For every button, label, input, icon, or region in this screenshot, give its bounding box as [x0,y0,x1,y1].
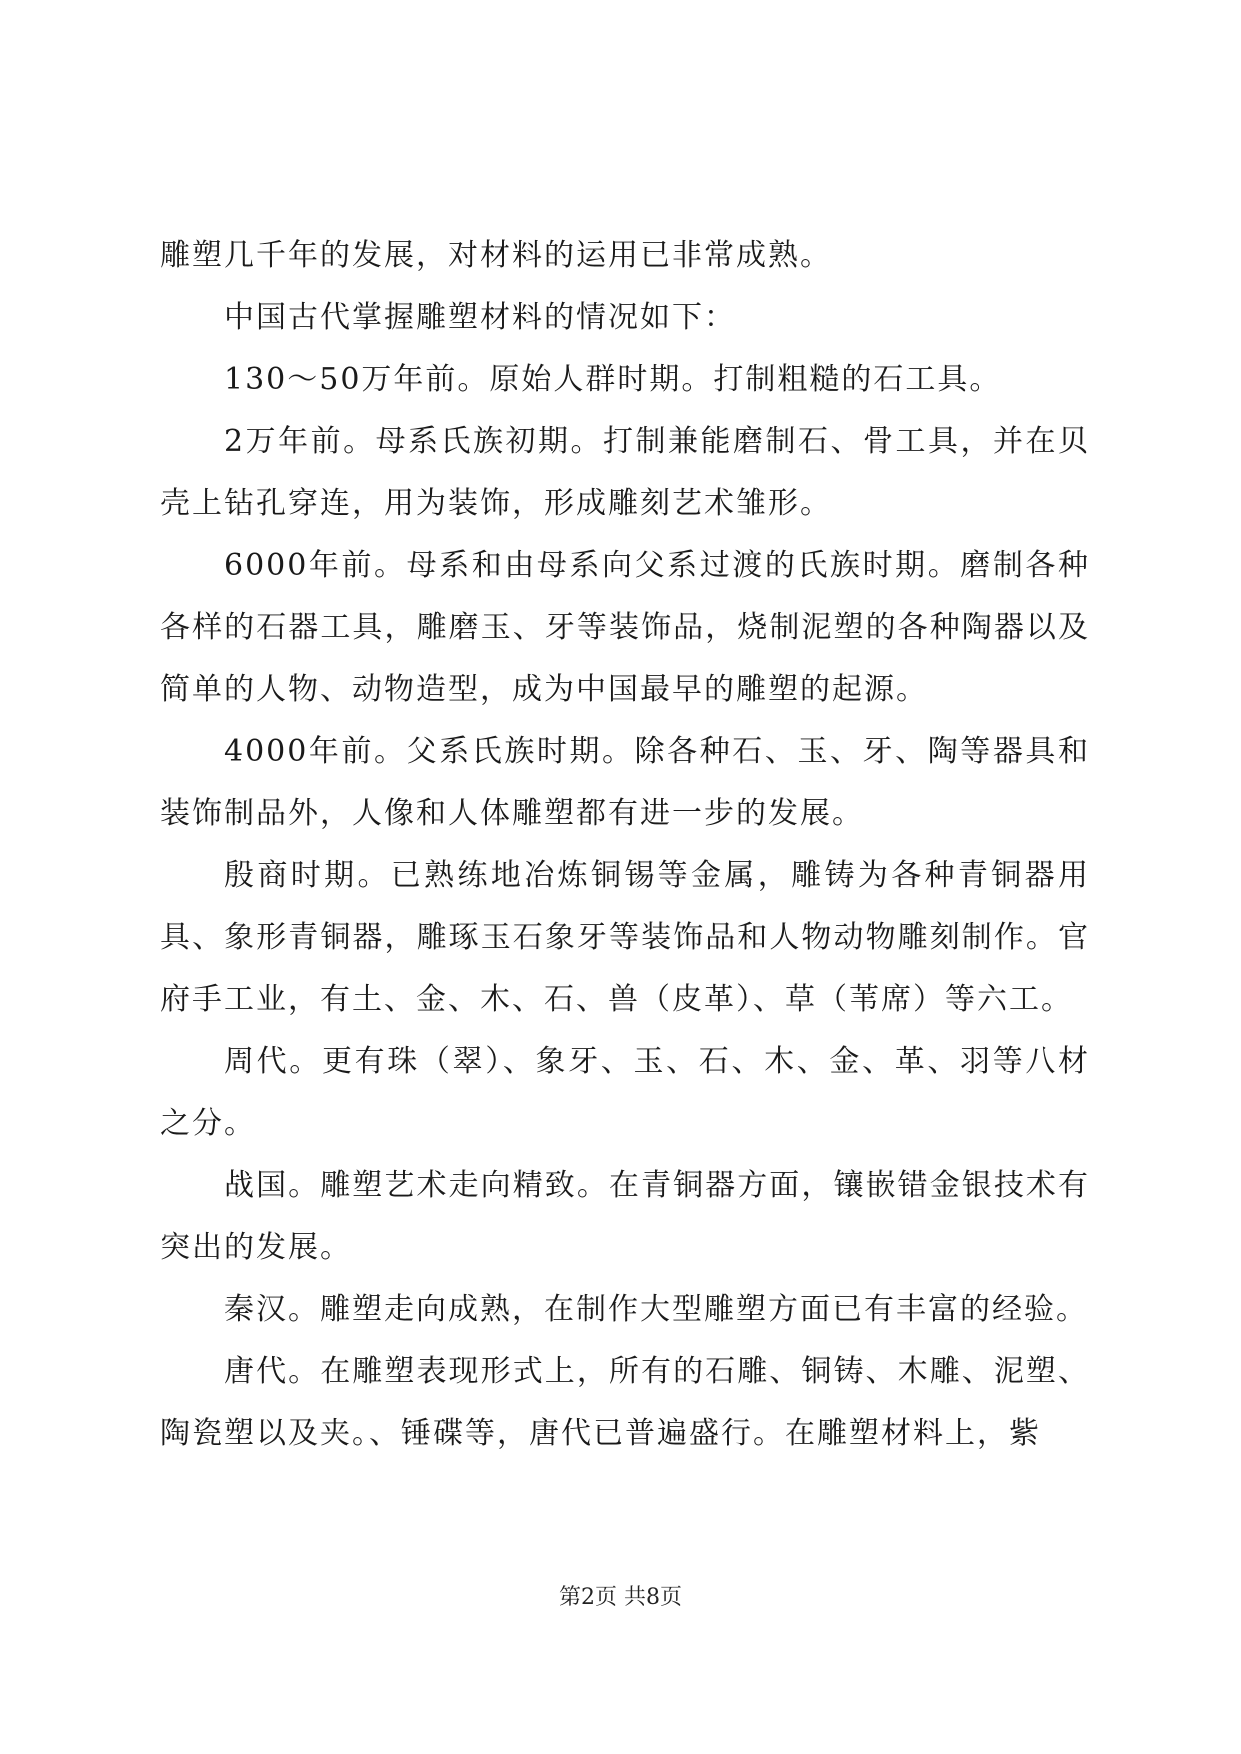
paragraph-tang: 唐代。在雕塑表现形式上，所有的石雕、铜铸、木雕、泥塑、陶瓷塑以及夹。、锤碟等，唐代已普遍盛行。在雕塑材料上，紫 [160,1354,1090,1451]
page-footer [0,1580,1241,1611]
page-number: 第2页 共8页 [559,1585,682,1610]
paragraph-primitive-era: 130～50万年前。原始人群时期。打制粗糙的石工具。 [224,362,1002,397]
paragraph-qin-han: 秦汉。雕塑走向成熟，在制作大型雕塑方面已有丰富的经验。 [224,1292,1088,1327]
paragraph-intro: 中国古代掌握雕塑材料的情况如下： [224,300,736,335]
body-text [160,225,1090,1465]
paragraph-6000-years: 6000年前。母系和由母系向父系过渡的氏族时期。磨制各种各样的石器工具，雕磨玉、牙等装饰品，烧制泥塑的各种陶器以及简单的人物、动物造型，成为中国最早的雕塑的起源。 [160,548,1090,707]
paragraph-matriarchal-early: 2万年前。母系氏族初期。打制兼能磨制石、骨工具，并在贝壳上钻孔穿连，用为装饰，形成雕刻艺术雏形。 [160,424,1090,521]
paragraph-warring-states: 战国。雕塑艺术走向精致。在青铜器方面，镶嵌错金银技术有突出的发展。 [160,1168,1090,1265]
paragraph-zhou: 周代。更有珠（翠）、象牙、玉、石、木、金、革、羽等八材之分。 [160,1044,1090,1141]
paragraph-shang: 殷商时期。已熟练地冶炼铜锡等金属，雕铸为各种青铜器用具、象形青铜器，雕琢玉石象牙等装饰品和人物动物雕刻制作。官府手工业，有土、金、木、石、兽（皮革）、草（苇席）等六工。 [160,858,1090,1017]
paragraph-continuation: 雕塑几千年的发展，对材料的运用已非常成熟。 [160,238,832,273]
paragraph-4000-years: 4000年前。父系氏族时期。除各种石、玉、牙、陶等器具和装饰制品外，人像和人体雕塑都有进一步的发展。 [160,734,1090,831]
